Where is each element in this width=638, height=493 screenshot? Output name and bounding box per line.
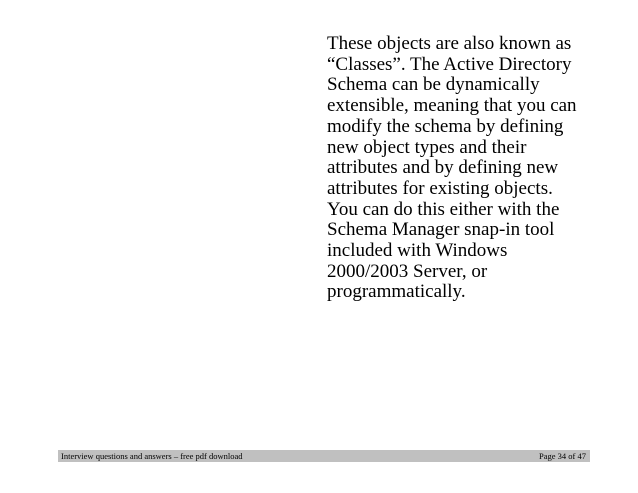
body-paragraph [327,34,597,303]
paragraph-line: “Classes”. The Active Directory [327,53,572,75]
paragraph-line: included with Windows [327,240,508,262]
paragraph-line: Schema Manager snap-in tool [327,219,555,241]
paragraph-line: attributes for existing objects. [327,177,553,199]
paragraph-line: extensible, meaning that you can [327,95,577,117]
paragraph-line: new object types and their [327,136,527,158]
paragraph-line: These objects are also known as [327,33,572,54]
paragraph-line: programmatically. [327,281,466,303]
paragraph-line: Schema can be dynamically [327,74,540,96]
footer-title: Interview questions and answers – free pdf download [61,451,243,461]
page-number: Page 34 of 47 [539,451,586,461]
paragraph-line: 2000/2003 Server, or [327,260,488,282]
page-footer [58,450,590,462]
paragraph-line: attributes and by defining new [327,157,559,179]
paragraph-line: You can do this either with the [327,198,560,220]
paragraph-line: modify the schema by defining [327,115,564,137]
